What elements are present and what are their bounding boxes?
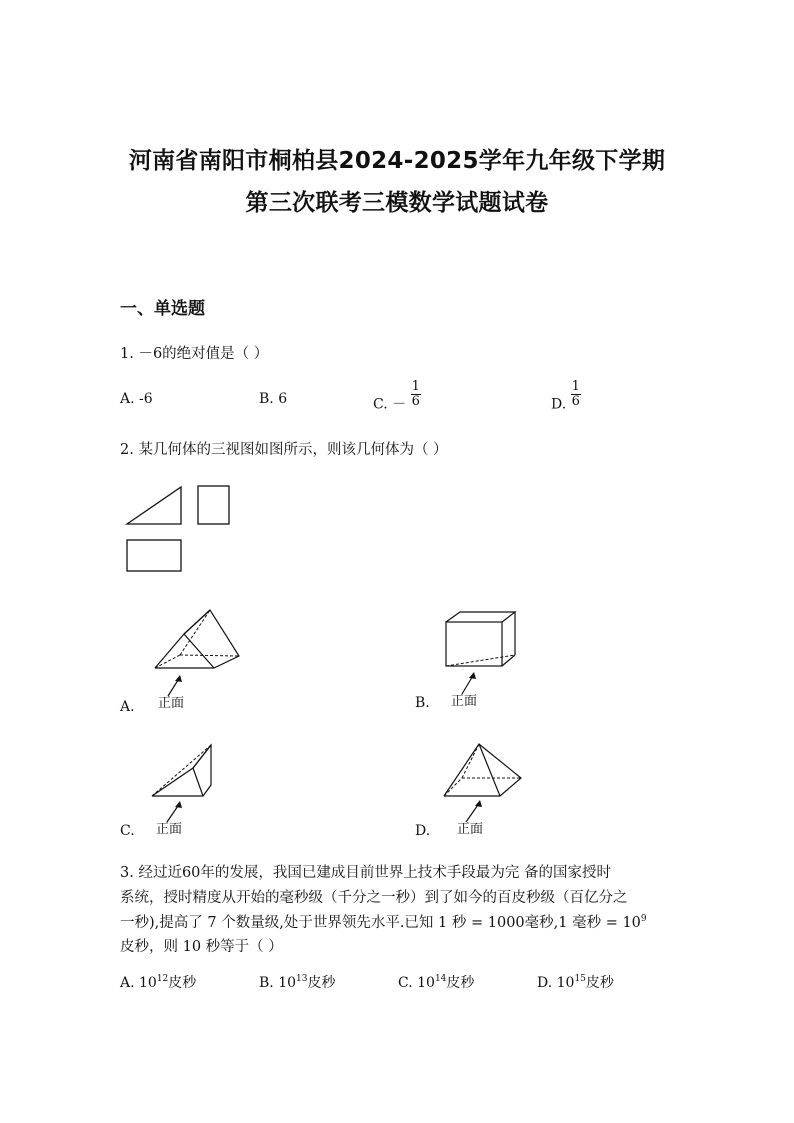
q1-option-c: [373, 380, 421, 414]
question-3-line3-text: 一秒),提高了 7 个数量级,处于世界领先水平.已知 1 秒 = 1000毫秒,1 毫秒 = 10: [120, 915, 641, 931]
q1-option-a: A. -6: [120, 391, 153, 407]
q2-option-d: D.: [415, 823, 431, 839]
option-b-prism-figure: [440, 607, 525, 692]
option-d-pyramid-figure: [440, 740, 525, 820]
front-label: 正面: [156, 822, 183, 837]
question-3-line1: 3. 经过近60年的发展，我国已建成目前世界上技术手段最为完 备的国家授时: [120, 865, 612, 881]
exponent: 12: [156, 974, 169, 984]
q3-option-c: [398, 972, 474, 992]
question-3-line4: 皮秒，则 10 秒等于（ ）: [120, 939, 283, 955]
question-2-stem: 2. 某几何体的三视图如图所示，则该几何体为（ ）: [120, 442, 448, 458]
q1-option-d-fraction: [571, 380, 581, 409]
top-view-rectangle: [127, 540, 181, 571]
option-base: D. 10: [537, 975, 575, 991]
question-1-stem: 1. －6的绝对值是（ ）: [120, 346, 269, 362]
side-view-rectangle: [198, 486, 229, 524]
q1-option-d: [551, 380, 581, 413]
three-view-figure: [120, 480, 240, 580]
exponent: 15: [574, 974, 586, 984]
section-heading: 一、单选题: [120, 299, 205, 319]
q1-option-d-prefix: D.: [551, 396, 567, 413]
option-c-wedge-figure: [147, 740, 217, 820]
option-base: A. 10: [120, 975, 157, 991]
option-base: B. 10: [259, 975, 297, 991]
q3-option-d: [537, 972, 614, 992]
fraction-numerator: 1: [571, 379, 580, 394]
q1-option-c-prefix: C. －: [373, 396, 407, 413]
option-unit: 皮秒: [168, 975, 197, 991]
front-label: 正面: [158, 696, 185, 711]
document-title-line1: 河南省南阳市桐柏县2024-2025学年九年级下学期: [128, 148, 666, 174]
option-unit: 皮秒: [307, 975, 336, 991]
fraction-denominator: 6: [411, 394, 420, 409]
q2-option-b: B.: [415, 695, 430, 711]
option-unit: 皮秒: [585, 975, 614, 991]
q3-option-a: [120, 972, 196, 992]
question-3-line3: [120, 911, 647, 932]
front-view-triangle: [127, 487, 181, 524]
q3-option-b: [259, 972, 335, 992]
exponent: 14: [434, 974, 447, 984]
q1-option-b: B. 6: [259, 391, 288, 407]
option-a-prism-figure: [150, 605, 245, 690]
q2-option-a: A.: [120, 699, 135, 715]
front-label: 正面: [451, 694, 478, 709]
question-3-line2: 系统，授时精度从开始的毫秒级（千分之一秒）到了如今的百皮秒级（百亿分之: [120, 890, 628, 906]
fraction-denominator: 6: [571, 394, 580, 409]
exponent: 13: [296, 974, 308, 984]
q2-option-c: C.: [120, 823, 135, 839]
option-unit: 皮秒: [446, 975, 475, 991]
exponent: 9: [640, 914, 647, 924]
document-title-line2: 第三次联考三模数学试题试卷: [245, 190, 549, 216]
front-label: 正面: [457, 822, 484, 837]
fraction-numerator: 1: [411, 379, 420, 394]
q1-option-c-fraction: [411, 380, 421, 409]
option-base: C. 10: [398, 975, 435, 991]
